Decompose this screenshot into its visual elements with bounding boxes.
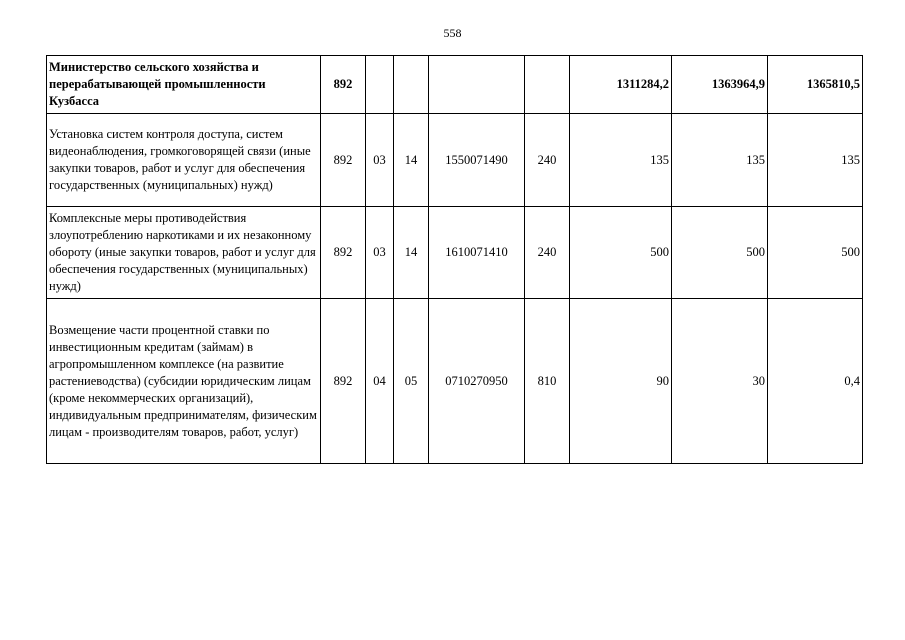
- subsection-code: 14: [394, 114, 429, 207]
- target-article-code: 0710270950: [429, 299, 525, 464]
- amount-year-1: 500: [570, 207, 672, 299]
- subsection-code: 14: [394, 207, 429, 299]
- ministry-code: 892: [321, 207, 366, 299]
- section-code: [366, 56, 394, 114]
- amount-year-2: 500: [672, 207, 768, 299]
- amount-year-3: 1365810,5: [768, 56, 863, 114]
- amount-year-3: 0,4: [768, 299, 863, 464]
- ministry-code: 892: [321, 114, 366, 207]
- amount-year-1: 1311284,2: [570, 56, 672, 114]
- ministry-code: 892: [321, 56, 366, 114]
- table-header-row: [47, 56, 863, 114]
- subsection-code: 05: [394, 299, 429, 464]
- amount-year-2: 135: [672, 114, 768, 207]
- amount-year-2: 1363964,9: [672, 56, 768, 114]
- amount-year-3: 500: [768, 207, 863, 299]
- section-code: 03: [366, 114, 394, 207]
- ministry-code: 892: [321, 299, 366, 464]
- amount-year-3: 135: [768, 114, 863, 207]
- row-name: Возмещение части процентной ставки по инвестиционным кредитам (займам) в агропромышленном комплексе (на развитие растениеводства) (субсидии юридическим лицам (кроме некоммерческих организаций), индивидуальным предпринимателям, физическим лицам - производителям товаров, работ, услуг): [47, 299, 321, 464]
- budget-table: [46, 55, 863, 464]
- table-row: [47, 299, 863, 464]
- expense-type-code: 810: [525, 299, 570, 464]
- target-article-code: 1550071490: [429, 114, 525, 207]
- page-number: 558: [443, 26, 462, 40]
- row-name: Министерство сельского хозяйства и перерабатывающей промышленности Кузбасса: [47, 56, 321, 114]
- section-code: 04: [366, 299, 394, 464]
- row-name: Комплексные меры противодействия злоупотреблению наркотиками и их незаконному обороту (иные закупки товаров, работ и услуг для обеспечения государственных (муниципальных) нужд): [47, 207, 321, 299]
- row-name: Установка систем контроля доступа, систем видеонаблюдения, громкоговорящей связи (иные закупки товаров, работ и услуг для обеспечения государственных (муниципальных) нужд): [47, 114, 321, 207]
- expense-type-code: [525, 56, 570, 114]
- amount-year-1: 90: [570, 299, 672, 464]
- table-row: [47, 114, 863, 207]
- target-article-code: 1610071410: [429, 207, 525, 299]
- section-code: 03: [366, 207, 394, 299]
- expense-type-code: 240: [525, 114, 570, 207]
- expense-type-code: 240: [525, 207, 570, 299]
- amount-year-2: 30: [672, 299, 768, 464]
- subsection-code: [394, 56, 429, 114]
- target-article-code: [429, 56, 525, 114]
- amount-year-1: 135: [570, 114, 672, 207]
- table-row: [47, 207, 863, 299]
